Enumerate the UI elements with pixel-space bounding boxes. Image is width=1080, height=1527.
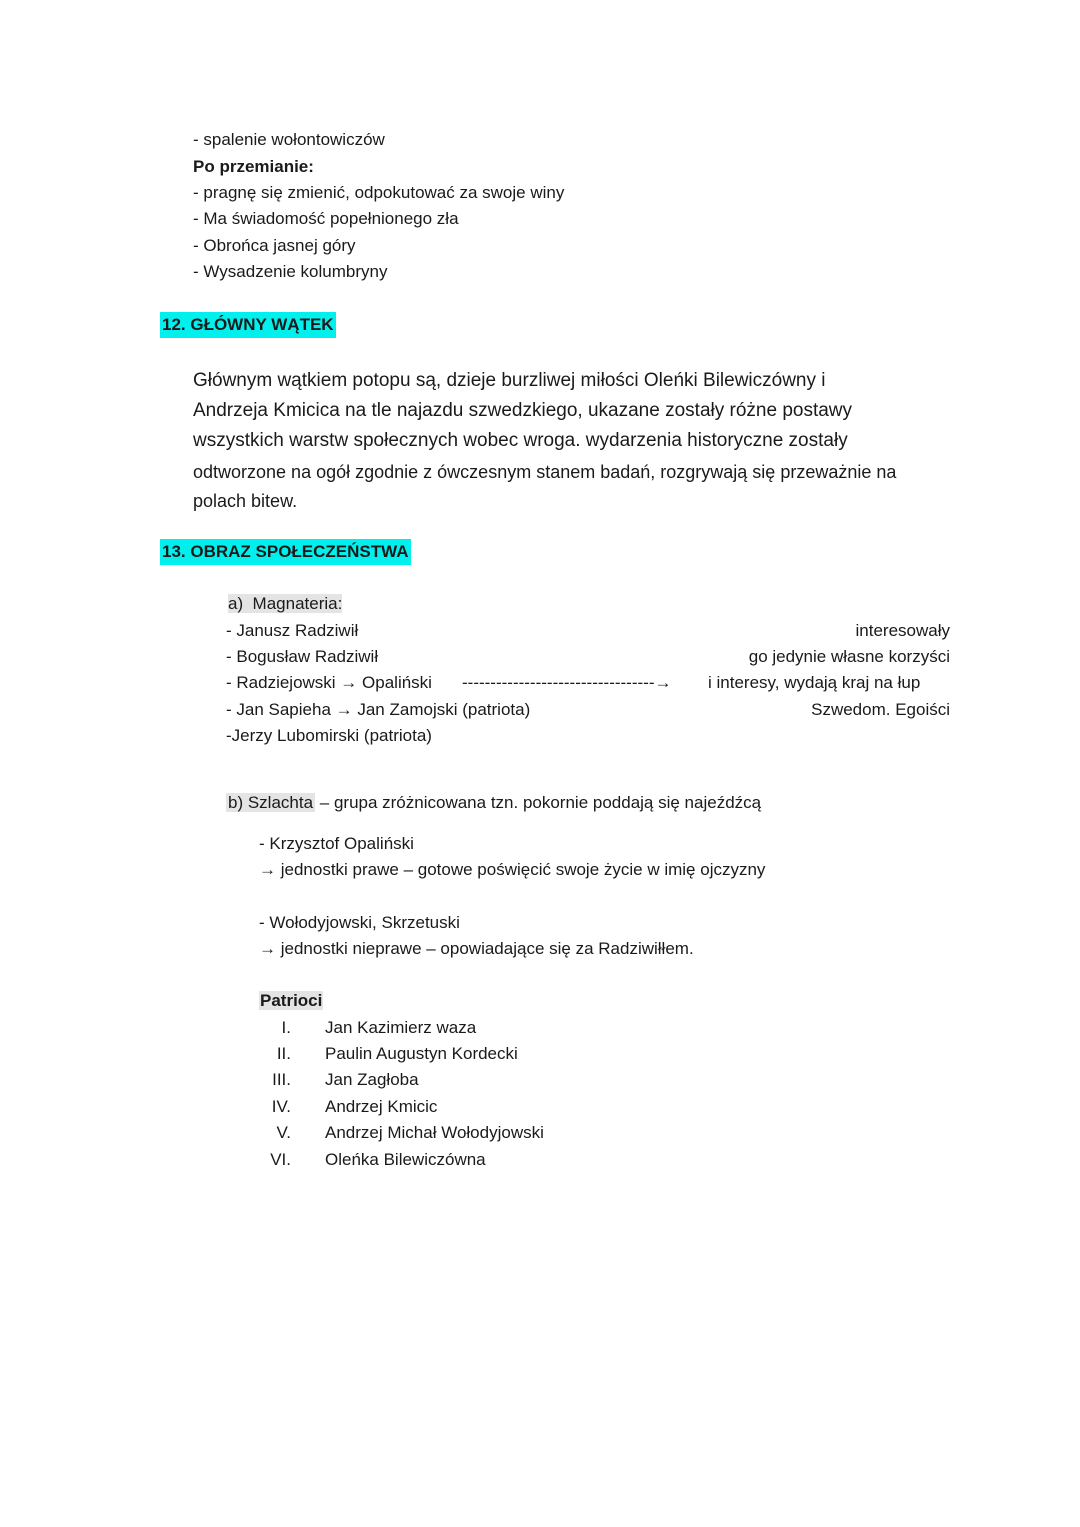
magnateria-note-line: Szwedom. Egoiści (811, 700, 950, 719)
patrioci-item (259, 1015, 609, 1041)
patrioci-title-label: Patrioci (260, 991, 323, 1010)
section-12-heading: 12. GŁÓWNY WĄTEK (160, 312, 336, 338)
patrioci-item (259, 1147, 609, 1173)
patrioci-title (259, 988, 323, 1014)
roman-numeral: III. (272, 1070, 291, 1089)
patrioci-item (259, 1067, 609, 1093)
roman-numeral: VI. (270, 1150, 291, 1169)
section-13-heading: 13. OBRAZ SPOŁECZEŃSTWA (160, 539, 411, 565)
magnateria-item: - Jan Sapieha → Jan Zamojski (patriota) (226, 700, 531, 719)
patriot-name: Jan Kazimierz waza (325, 1018, 477, 1037)
after-transformation-title: Po przemianie: (193, 157, 314, 176)
list-item-before: - spalenie wołontowiczów (193, 130, 385, 149)
magnateria-item: - Bogusław Radziwił (226, 647, 379, 666)
roman-numeral: II. (276, 1044, 291, 1063)
szlachta-group-desc: → jednostki nieprawe – opowiadające się za Radziwiłłem. (259, 939, 694, 958)
patrioci-item (259, 1094, 609, 1120)
szlachta-group-name: - Krzysztof Opaliński (259, 834, 414, 853)
patriot-name: Oleńka Bilewiczówna (325, 1150, 486, 1169)
szlachta-label: b) Szlachta (228, 793, 314, 812)
magnateria-item: -Jerzy Lubomirski (patriota) (226, 726, 432, 745)
list-item: - Obrońca jasnej góry (193, 236, 356, 255)
patrioci-item (259, 1041, 609, 1067)
magnateria-item: - Janusz Radziwił (226, 621, 359, 640)
magnateria-note-line: interesowały (855, 621, 950, 640)
roman-numeral: I. (281, 1018, 291, 1037)
list-item: - Ma świadomość popełnionego zła (193, 209, 459, 228)
szlachta-group-name: - Wołodyjowski, Skrzetuski (259, 913, 460, 932)
szlachta-line (226, 790, 761, 816)
paragraph-line: Andrzeja Kmicica na tle najazdu szwedzkiego, ukazane zostały różne postawy (193, 400, 853, 421)
list-item: - Wysadzenie kolumbryny (193, 262, 388, 281)
magnateria-note-line: i interesy, wydają kraj na łup (708, 673, 921, 692)
magnateria-note-line: go jedynie własne korzyści (748, 647, 950, 666)
paragraph-line: odtworzone na ogół zgodnie z ówczesnym stanem badań, rozgrywają się przeważnie na (193, 462, 897, 482)
roman-numeral: IV. (271, 1097, 291, 1116)
roman-numeral: V. (276, 1123, 291, 1142)
paragraph-line: polach bitew. (193, 491, 298, 511)
patriot-name: Andrzej Michał Wołodyjowski (325, 1123, 544, 1142)
magnateria-item: - Radziejowski → Opaliński (226, 673, 432, 692)
patrioci-item (259, 1120, 609, 1146)
szlachta-description: – grupa zróżnicowana tzn. pokornie poddają się najeźdźcą (315, 793, 762, 812)
patriot-name: Jan Zagłoba (325, 1070, 419, 1089)
magnateria-title (226, 591, 344, 617)
magnateria-arrow: ----------------------------------→ (462, 673, 672, 692)
paragraph-line: wszystkich warstw społecznych wobec wroga. wydarzenia historyczne zostały (193, 430, 848, 451)
szlachta-group-desc: → jednostki prawe – gotowe poświęcić swoje życie w imię ojczyzny (259, 860, 766, 879)
patriot-name: Andrzej Kmicic (325, 1097, 438, 1116)
paragraph-line: Głównym wątkiem potopu są, dzieje burzliwej miłości Oleńki Bilewiczówny i (193, 370, 826, 391)
list-item: - pragnę się zmienić, odpokutować za swoje winy (193, 183, 565, 202)
patriot-name: Paulin Augustyn Kordecki (325, 1044, 518, 1063)
magnateria-title-label: a) Magnateria: (228, 594, 343, 613)
